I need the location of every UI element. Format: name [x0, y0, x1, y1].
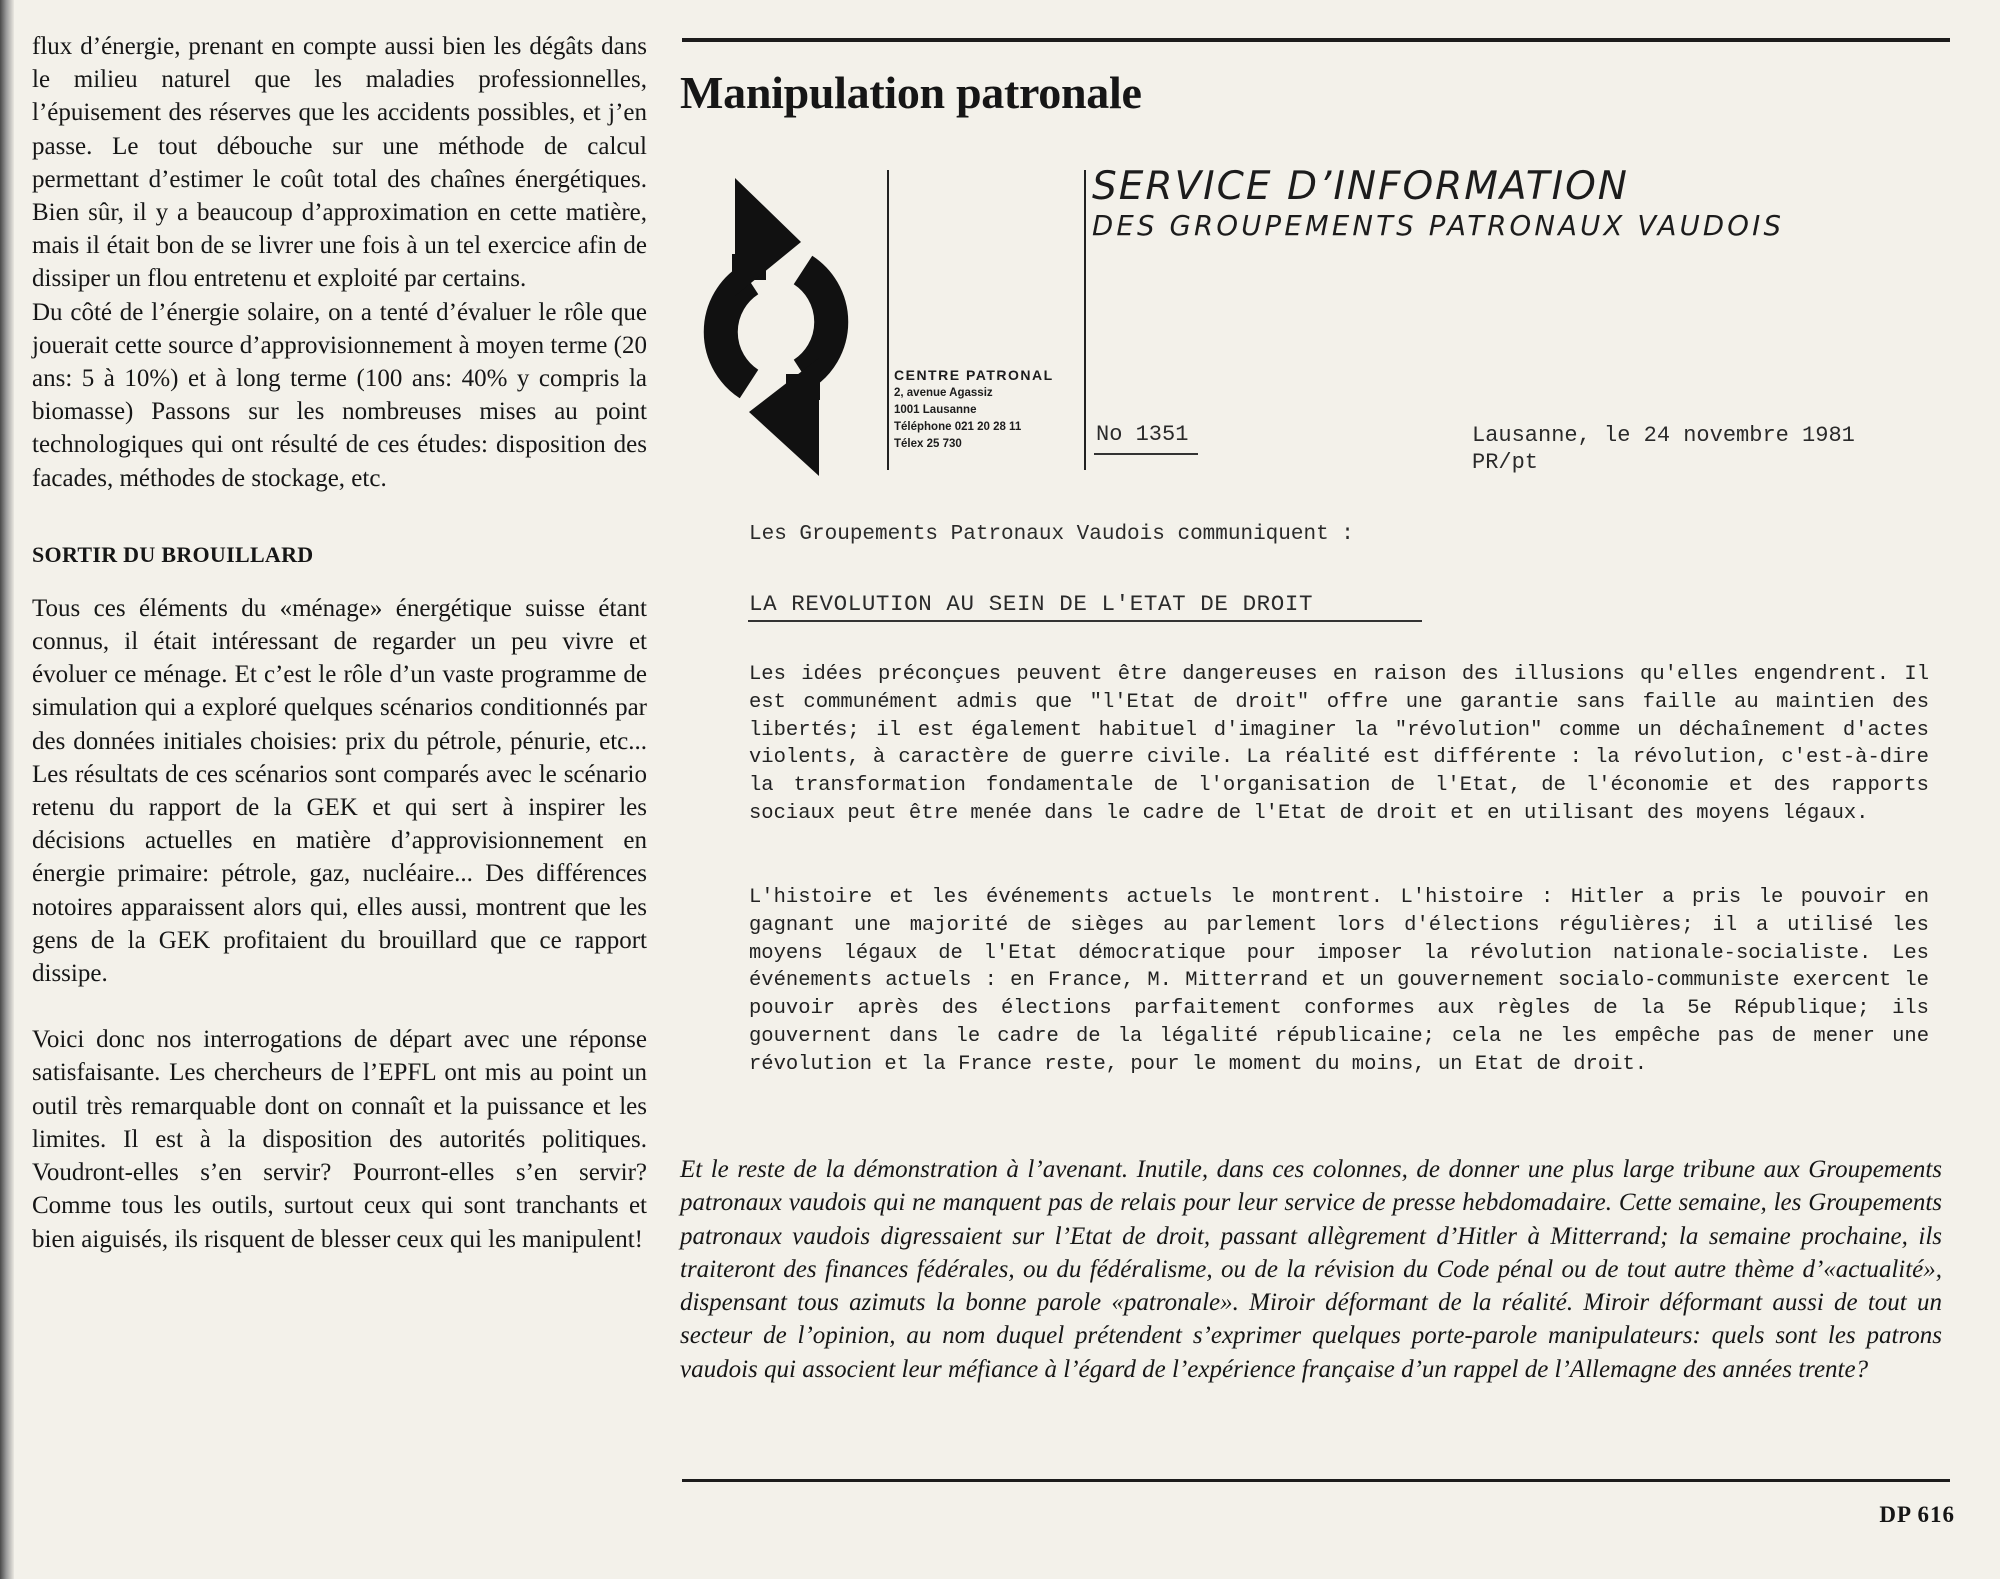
communique-intro: Les Groupements Patronaux Vaudois communiquent :	[749, 523, 1354, 546]
communique-date: Lausanne, le 24 novembre 1981	[1472, 423, 1855, 448]
circular-arrows-icon	[683, 172, 873, 482]
communique-paragraph-2: L'histoire et les événements actuels le montrent. L'histoire : Hitler a pris le pouvoir en gagnant une majorité de sièges au parlement lors d'élections régulières; il a utilisé les moyens légaux de l'Etat démocratique pour imposer la révolution nationale-socialiste. Les événements actuels : en France, M. Mitterrand et un gouvernement socialo-communiste exercent le pouvoir après des élections parfaitement conformes aux règles de la 5e République; ils gouvernent dans le cadre de la légalité républicaine; cela ne les empêche pas de mener une révolution et la France reste, pour le moment du moins, un Etat de droit.	[749, 886, 1929, 1076]
service-subtitle: DES GROUPEMENTS PATRONAUX VAUDOIS	[1092, 210, 1785, 242]
letterhead-divider-right	[1084, 170, 1086, 470]
left-paragraph-4: Voici donc nos interrogations de départ avec une réponse satisfaisante. Les chercheurs de l’EPFL ont mis au point un outil très remarquable dont on connaît et la puissance et les limites. Il est à la disposition des autorités politiques. Voudront-elles s’en servir? Pourront-elles s’en servir? Comme tous les outils, surtout ceux qui sont tranchants et bien aiguisés, ils risquent de blesser ceux qui les manipulent!	[32, 1026, 647, 1253]
address-telex: Télex 25 730	[894, 438, 962, 450]
communique-paragraph-1: Les idées préconçues peuvent être dangereuses en raison des illusions qu'elles engendrent. Il est communément admis que "l'Etat de droit" offre une garantie sans faille au maintien des libertés; il est également habituel d'imaginer la "révolution" comme un déchaînement d'actes violents, à caractère de guerre civile. La réalité est différente : la révolution, c'est-à-dire la transformation fondamentale de l'organisation de l'Etat, de l'économie et des rapports sociaux peut être menée dans le cadre de l'Etat de droit et en utilisant des moyens légaux.	[749, 663, 1929, 825]
article-title: Manipulation patronale	[680, 67, 1142, 118]
communique-number: No 1351	[1096, 422, 1189, 447]
service-title: SERVICE D’INFORMATION	[1092, 164, 1629, 209]
address-phone: Téléphone 021 20 28 11	[894, 421, 1022, 433]
communique-heading: LA REVOLUTION AU SEIN DE L'ETAT DE DROIT	[749, 591, 1314, 617]
page-folio: DP 616	[1879, 1502, 1955, 1527]
communique-heading-underline	[748, 620, 1422, 622]
address-street: 2, avenue Agassiz	[894, 387, 993, 399]
left-column	[32, 30, 647, 1256]
editorial-commentary: Et le reste de la démonstration à l’avenant. Inutile, dans ces colonnes, de donner une plus large tribune aux Groupements patronaux vaudois qui ne manquent pas de relais pour leur service de presse hebdomadaire. Cette semaine, les Groupements patronaux vaudois digressaient sur l’Etat de droit, passant allègrement d’Hitler à Mitterrand; la semaine prochaine, ils traiteront des finances fédérales, ou du fédéralisme, ou de la révision du Code pénal ou de tout autre thème d’«actualité», dispensant tous azimuts la bonne parole «patronale». Miroir déformant de la réalité. Miroir déformant aussi de tout un secteur de l’opinion, au nom duquel prétendent s’exprimer quelques porte-parole manipulateurs: quels sont les patrons vaudois qui associent leur méfiance à l’égard de l’expérience française d’un rappel de l’Allemagne des années trente?	[680, 1156, 1942, 1383]
left-paragraph-1: flux d’énergie, prenant en compte aussi bien les dégâts dans le milieu naturel que les maladies professionnelles, l’épuisement des réserves que les accidents possibles, et j’en passe. Le tout débouche sur une méthode de calcul permettant d’estimer le coût total des chaînes énergétiques. Bien sûr, il y a beaucoup d’approximation en cette matière, mais il était bon de se livrer une fois à un tel exercice afin de dissiper un flou entretenu et exploité par certains.	[32, 33, 647, 293]
communique-date-block	[1472, 422, 1855, 476]
left-paragraph-3: Tous ces éléments du «ménage» énergétique suisse étant connus, il était intéressant de regarder un peu vivre et évoluer ce ménage. Et c’est le rôle d’un vaste programme de simulation qui a exploré quelques scénarios conditionnés par des données initiales choisies: prix du pétrole, pénurie, etc... Les résultats de ces scénarios sont comparés avec le scénario retenu du rapport de la GEK et qui sert à inspirer les décisions actuelles en matière d’approvisionnement en énergie primaire: pétrole, gaz, nucléaire... Des différences notoires apparaissent alors qui, elles aussi, montrent que les gens de la GEK profitaient du brouillard que ce rapport dissipe.	[32, 594, 647, 988]
top-rule	[682, 38, 1950, 42]
communique-number-underline	[1094, 453, 1198, 455]
letterhead-divider-left	[887, 170, 889, 470]
page-binding-edge	[0, 0, 14, 1579]
org-name: CENTRE PATRONAL	[894, 367, 1054, 383]
left-paragraph-2: Du côté de l’énergie solaire, on a tenté d’évaluer le rôle que jouerait cette source d’approvisionnement à moyen terme (20 ans: 5 à 10%) et à long terme (100 ans: 40% y compris la biomasse) Passons sur les nombreuses mises au point technologiques qui ont résulté de ces études: disposition des facades, méthodes de stockage, etc.	[32, 298, 647, 492]
address-city: 1001 Lausanne	[894, 404, 977, 416]
communique-reference: PR/pt	[1472, 450, 1539, 475]
letterhead-address	[894, 366, 1084, 453]
bottom-rule	[682, 1479, 1950, 1482]
section-subheading: SORTIR DU BROUILLARD	[32, 541, 314, 567]
